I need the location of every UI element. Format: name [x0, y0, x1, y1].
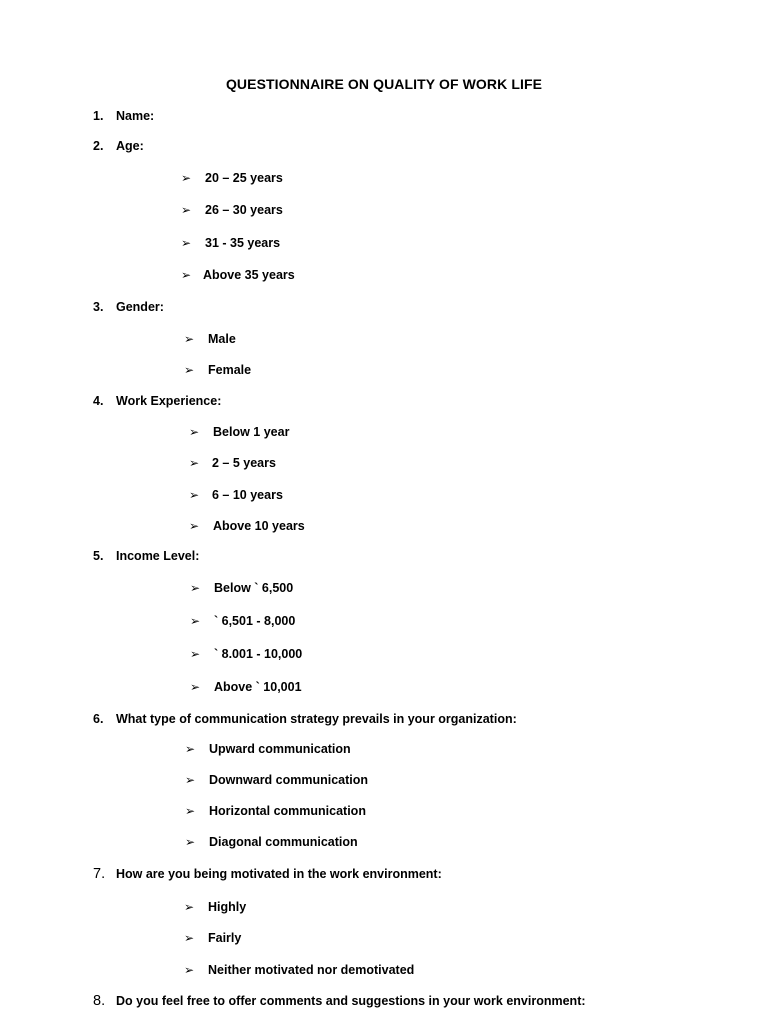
- question-2: [93, 138, 144, 154]
- question-number: 7.: [93, 866, 106, 882]
- option-label: ` 6,501 - 8,000: [214, 614, 296, 628]
- question-text: Age:: [116, 139, 144, 153]
- arrow-bullet-icon: ➢: [190, 581, 201, 595]
- option-label: ` 8.001 - 10,000: [214, 647, 303, 661]
- question-3: [93, 299, 164, 315]
- arrow-bullet-icon: ➢: [185, 835, 196, 849]
- arrow-bullet-icon: ➢: [184, 363, 195, 377]
- question-text: What type of communication strategy prevails in your organization:: [116, 712, 517, 726]
- option-label: Above 10 years: [213, 519, 305, 533]
- option-label: Female: [208, 363, 252, 377]
- page-title: QUESTIONNAIRE ON QUALITY OF WORK LIFE: [225, 76, 543, 92]
- question-text: Income Level:: [116, 549, 200, 563]
- question-4: [93, 393, 221, 409]
- arrow-bullet-icon: ➢: [190, 614, 201, 628]
- option-age-above-35: [181, 267, 295, 283]
- question-number: 2.: [93, 139, 104, 153]
- arrow-bullet-icon: ➢: [181, 203, 192, 217]
- question-text: Gender:: [116, 300, 164, 314]
- question-text: Do you feel free to offer comments and suggestions in your work environment:: [116, 994, 586, 1008]
- option-label: Above ` 10,001: [214, 680, 302, 694]
- arrow-bullet-icon: ➢: [190, 647, 201, 661]
- arrow-bullet-icon: ➢: [185, 742, 196, 756]
- arrow-bullet-icon: ➢: [184, 931, 195, 945]
- option-experience-above-10: [189, 518, 305, 534]
- option-income-below-6500: [190, 580, 293, 596]
- arrow-bullet-icon: ➢: [184, 963, 195, 977]
- option-label: Fairly: [208, 931, 242, 945]
- arrow-bullet-icon: ➢: [189, 519, 200, 533]
- option-age-26-30: [181, 202, 283, 218]
- arrow-bullet-icon: ➢: [181, 236, 192, 250]
- arrow-bullet-icon: ➢: [189, 456, 200, 470]
- option-label: Horizontal communication: [209, 804, 366, 818]
- option-label: 26 – 30 years: [205, 203, 283, 217]
- option-gender-male: [184, 331, 236, 347]
- option-income-8001-10000: [190, 646, 302, 662]
- arrow-bullet-icon: ➢: [190, 680, 201, 694]
- question-text: Name:: [116, 109, 155, 123]
- question-number: 5.: [93, 549, 104, 563]
- option-label: Downward communication: [209, 773, 369, 787]
- question-text: How are you being motivated in the work environment:: [116, 867, 442, 881]
- option-experience-6-10: [189, 487, 283, 503]
- question-number: 4.: [93, 394, 104, 408]
- question-8: [93, 993, 586, 1009]
- option-label: Neither motivated nor demotivated: [208, 963, 415, 977]
- question-number: 1.: [93, 109, 104, 123]
- option-comm-upward: [185, 741, 351, 757]
- question-6: [93, 711, 517, 727]
- option-income-6501-8000: [190, 613, 295, 629]
- option-motivation-neither: [184, 962, 414, 978]
- option-experience-2-5: [189, 455, 276, 471]
- option-label: Highly: [208, 900, 247, 914]
- arrow-bullet-icon: ➢: [185, 804, 196, 818]
- option-experience-below-1: [189, 424, 289, 440]
- arrow-bullet-icon: ➢: [189, 488, 200, 502]
- option-label: 6 – 10 years: [212, 488, 283, 502]
- option-label: Diagonal communication: [209, 835, 358, 849]
- option-comm-downward: [185, 772, 368, 788]
- option-label: Upward communication: [209, 742, 351, 756]
- question-number: 8.: [93, 993, 106, 1009]
- question-1: [93, 108, 154, 124]
- option-label: Above 35 years: [203, 268, 295, 282]
- option-age-20-25: [181, 170, 283, 186]
- question-number: 3.: [93, 300, 104, 314]
- option-income-above-10001: [190, 679, 302, 695]
- arrow-bullet-icon: ➢: [181, 268, 192, 282]
- option-label: Below ` 6,500: [214, 581, 294, 595]
- option-motivation-fairly: [184, 930, 241, 946]
- option-motivation-highly: [184, 899, 246, 915]
- option-label: 31 - 35 years: [205, 236, 281, 250]
- question-7: [93, 866, 442, 882]
- option-label: Below 1 year: [213, 425, 290, 439]
- arrow-bullet-icon: ➢: [189, 425, 200, 439]
- option-label: 2 – 5 years: [212, 456, 276, 470]
- option-label: Male: [208, 332, 236, 346]
- arrow-bullet-icon: ➢: [181, 171, 192, 185]
- question-5: [93, 548, 199, 564]
- option-age-31-35: [181, 235, 280, 251]
- option-comm-diagonal: [185, 834, 358, 850]
- option-comm-horizontal: [185, 803, 366, 819]
- arrow-bullet-icon: ➢: [184, 332, 195, 346]
- arrow-bullet-icon: ➢: [184, 900, 195, 914]
- option-label: 20 – 25 years: [205, 171, 283, 185]
- question-number: 6.: [93, 712, 104, 726]
- arrow-bullet-icon: ➢: [185, 773, 196, 787]
- option-gender-female: [184, 362, 251, 378]
- question-text: Work Experience:: [116, 394, 222, 408]
